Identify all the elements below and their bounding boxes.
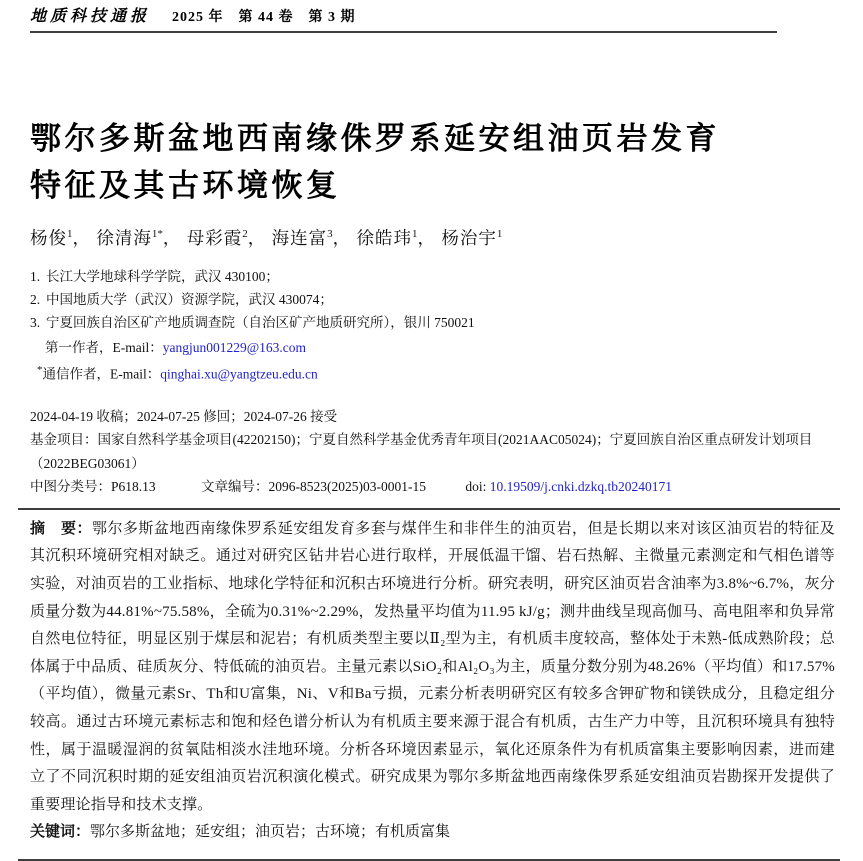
- author: 杨俊$^1$，: [30, 228, 91, 248]
- affiliation-item: [30, 288, 835, 311]
- funding-note: 基金项目：国家自然科学基金项目(42202150)；宁夏自然科学基金优秀青年项目(2021AAC05024)；宁夏回族自治区重点研发计划项目（2022BEG03061）: [30, 432, 813, 471]
- author-affil-sup: 1: [496, 228, 503, 241]
- affiliation-number: 2.: [30, 292, 41, 308]
- manuscript-dates: 2024-04-19 收稿；2024-07-25 修回；2024-07-26 接受: [30, 408, 338, 424]
- journal-issue-info: 2025 年 第 44 卷 第 3 期: [172, 10, 356, 25]
- affiliation-number: 3.: [30, 315, 41, 331]
- affiliation-text: 宁夏回族自治区矿产地质调查院（自治区矿产地质研究所），银川 750021: [46, 315, 475, 331]
- abstract-top-divider: [18, 508, 840, 510]
- author: 徐皓玮$^1$，: [356, 228, 436, 248]
- author-affil-sup: 1: [67, 228, 73, 241]
- keywords-text: 鄂尔多斯盆地；延安组；油页岩；古环境；有机质富集: [90, 824, 451, 841]
- article-id: 文章编号：2096-8523(2025)03-0001-15: [201, 479, 426, 495]
- author-affil-sup: 3: [327, 228, 333, 241]
- affiliation-number: 1.: [30, 269, 41, 284]
- front-matter-meta: [30, 405, 835, 499]
- affiliation-text: 中国地质大学（武汉）资源学院，武汉 430074；: [46, 292, 333, 308]
- author-affil-sup: 1: [412, 228, 418, 241]
- first-author-line: [30, 336, 835, 359]
- affiliation-text: 长江大学地球科学学院，武汉 430100；: [46, 269, 279, 284]
- doi-link[interactable]: 10.19509/j.cnki.dzkq.tb20240171: [489, 479, 673, 495]
- abstract-paragraph: [30, 516, 835, 820]
- author-affil-sup: 1*: [151, 228, 163, 241]
- author-affil-sup: 2: [242, 228, 248, 241]
- correspondence-block: [30, 336, 835, 386]
- affiliation-item: [30, 265, 835, 288]
- journal-name: 地质科技通报: [30, 6, 151, 25]
- running-head: [30, 3, 835, 26]
- article-title-line2: 特征及其古环境恢复: [30, 168, 341, 203]
- keywords-line: [30, 819, 835, 847]
- first-author-email-link[interactable]: yangjun001229@163.com: [162, 339, 307, 355]
- abstract-label: 摘 要：: [30, 520, 92, 537]
- corresponding-author-line: [30, 359, 835, 386]
- corresponding-author-marker: *: [37, 363, 43, 376]
- classification-line: [30, 475, 835, 499]
- article-title-line1: 鄂尔多斯盆地西南缘侏罗系延安组油页岩发育: [30, 121, 720, 156]
- author-list: [30, 225, 835, 250]
- corresponding-author-email-link[interactable]: qinghai.xu@yangtzeu.edu.cn: [160, 366, 318, 382]
- doi: doi: 10.19509/j.cnki.dzkq.tb20240171: [465, 479, 673, 495]
- first-author-label: 第一作者，E-mail：: [45, 339, 163, 355]
- corresponding-author-label: 通信作者，E-mail：: [42, 366, 161, 382]
- author: 海连富$^3$，: [271, 228, 352, 248]
- affiliation-list: [30, 265, 835, 335]
- abstract-text: 鄂尔多斯盆地西南缘侏罗系延安组发育多套与煤伴生和非伴生的油页岩，但是长期以来对该区油页岩的特征及其沉积环境研究相对缺乏。通过对研究区钻井岩心进行取样，开展低温干馏、岩石热解、主微量元素测定和气相色谱等实验，对油页岩的工业指标、地球化学特征和沉积古环境进行分析。研究表明，研究区油页岩含油率为3.8%~6.7%，灰分质量分数为44.81%~75.58%，全硫为0.31%~2.29%，发热量平均值为11.95 kJ/g；测井曲线呈现高伽马、高电阻率和负异常自然电位特征，明显区别于煤层和泥岩；有机质类型主要以Ⅱ₂型为主，有机质丰度较高，整体处于未熟-低成熟阶段；总体属于中品质、硅质灰分、特低硫的油页岩。主量元素以SiO₂和Al₂O₃为主，质量分数分别为48.26%（平均值）和17.57%（平均值），微量元素Sr、Th和U富集，Ni、V和Ba亏损，元素分析表明研究区有较多含钾矿物和镁铁成分，且稳定组分较高。通过古环境元素标志和饱和烃色谱分析认为有机质主要来源于混合有机质，古生产力中等，且沉积环境具有独特性，属于温暖湿润的贫氧陆相淡水洼地环境。分析各环境因素显示，氧化还原条件为有机质富集主要影响因素，进而建立了不同沉积时期的延安组油页岩沉积演化模式。研究成果为鄂尔多斯盆地西南缘侏罗系延安组油页岩勘探开发提供了重要理论指导和技术支撑。: [30, 520, 835, 813]
- keywords-label: 关键词：: [30, 824, 91, 841]
- author: 徐清海$^{1*}$，: [96, 228, 182, 248]
- author: 杨治宇$^1$: [441, 228, 503, 248]
- author: 母彩霞$^2$，: [186, 228, 267, 248]
- affiliation-item: [30, 311, 835, 334]
- article-title: [30, 115, 835, 209]
- header-divider: [30, 31, 777, 33]
- clc-number: 中图分类号：P618.13: [30, 479, 156, 495]
